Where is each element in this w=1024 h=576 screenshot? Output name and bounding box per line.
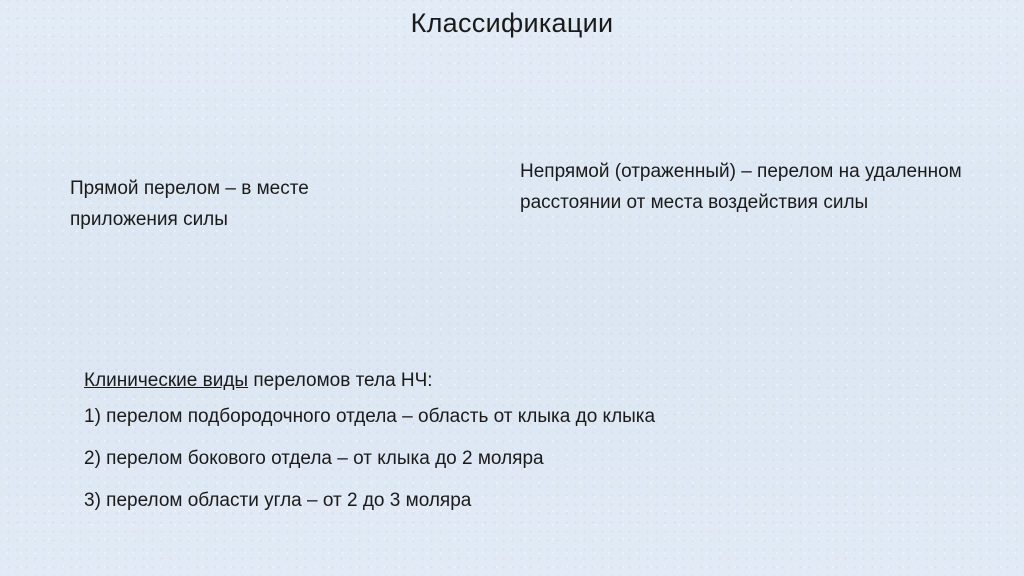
slide-title: Классификации <box>410 8 614 38</box>
direct-fracture-text: Прямой перелом – в месте приложения силы <box>70 178 309 230</box>
clinical-type-item-3: 3) перелом области угла – от 2 до 3 моляра <box>84 490 472 511</box>
clinical-types-section <box>84 366 655 528</box>
clinical-type-item-2: 2) перелом бокового отдела – от клыка до 2 моляра <box>84 448 544 469</box>
clinical-types-heading-underlined: Клинические виды <box>84 370 249 391</box>
indirect-fracture-text: Непрямой (отраженный) – перелом на удаленном расстоянии от места воздействия силы <box>520 161 962 213</box>
clinical-types-heading-rest: переломов тела НЧ: <box>248 370 433 391</box>
clinical-types-heading <box>84 366 655 396</box>
clinical-type-item-1: 1) перелом подбородочного отдела – область от клыка до клыка <box>84 406 656 427</box>
